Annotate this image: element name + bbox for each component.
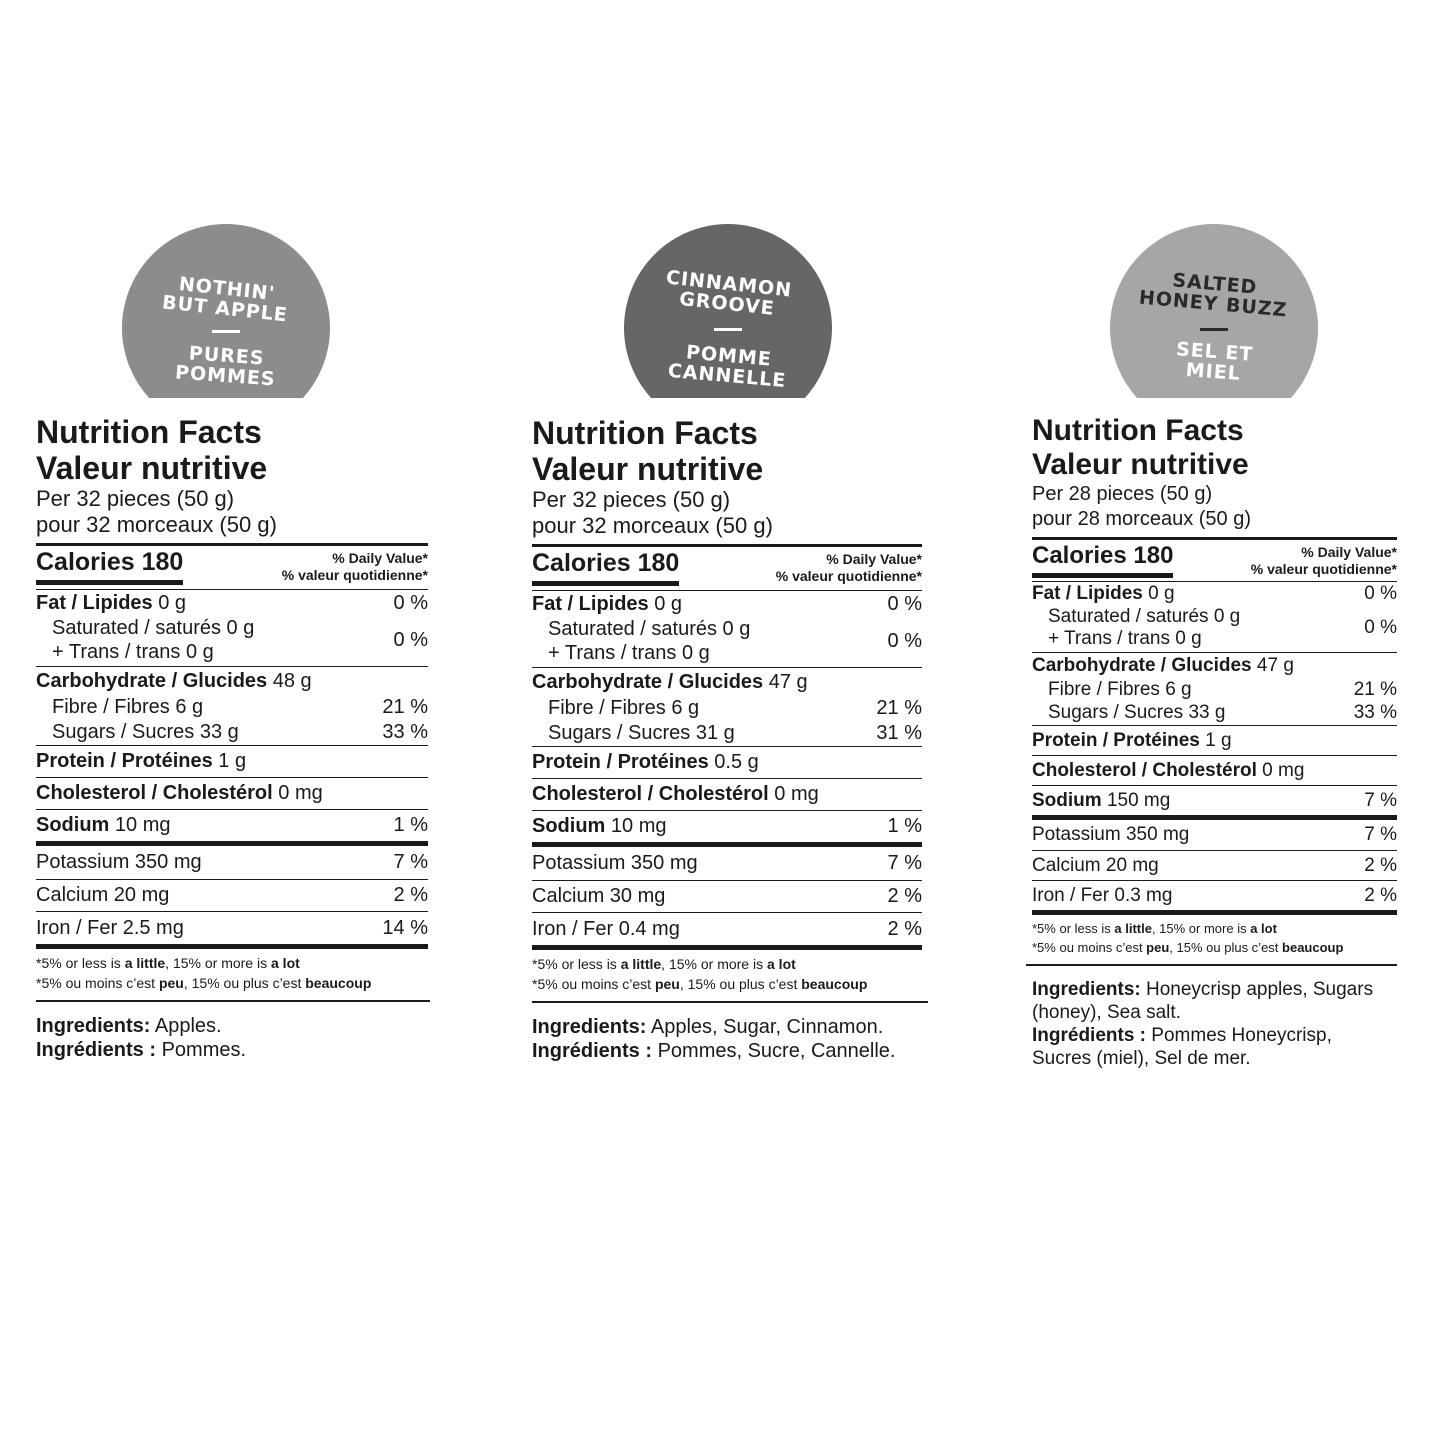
ingredients	[1032, 978, 1394, 1070]
title-fr: Valeur nutritive	[36, 450, 268, 486]
fibre-pct: 21 %	[1353, 679, 1397, 700]
calcium-row	[532, 881, 922, 913]
serving-fr: pour 32 morceaux (50 g)	[532, 513, 773, 538]
ingredients-fr: Ingrédients : Pommes Honeycrisp, Sucres (miel), Sel de mer.	[1032, 1025, 1332, 1069]
daily-value-header	[776, 549, 922, 585]
fibre-pct: 21 %	[876, 696, 922, 719]
potassium-row	[532, 847, 922, 881]
fibre-pct: 21 %	[382, 695, 428, 718]
saturated-label: Saturated / saturés 0 g	[52, 617, 255, 639]
fat-amount: 0 g	[654, 592, 683, 615]
protein-amount: 1 g	[1205, 729, 1232, 751]
protein-amount: 0.5 g	[714, 751, 759, 773]
protein-label: Protein / Protéines	[532, 751, 709, 773]
sodium-amount: 10 mg	[114, 814, 171, 836]
calories: Calories 180	[36, 548, 183, 585]
iron-label: Iron / Fer 0.4 mg	[532, 917, 680, 940]
badge-name-en: SALTED HONEY BUZZ	[1138, 269, 1289, 322]
sugars-label: Sugars / Sucres 33 g	[1048, 702, 1226, 723]
daily-value-header	[282, 548, 428, 584]
badge-cinnamon-groove	[624, 224, 832, 398]
fat-amount: 0 g	[1148, 583, 1175, 604]
footnote-en: *5% or less is a little, 15% or more is a lot	[532, 956, 796, 972]
serving-en: Per 32 pieces (50 g)	[532, 487, 731, 512]
cholesterol-amount: 0 mg	[1262, 759, 1305, 781]
iron-pct: 2 %	[1364, 884, 1397, 906]
calcium-pct: 2 %	[1364, 854, 1397, 876]
badge-divider	[714, 328, 742, 331]
footnote-fr: *5% ou moins c’est peu, 15% ou plus c’est beaucoup	[1032, 940, 1344, 955]
carb-row	[532, 668, 922, 696]
cholesterol-row	[532, 779, 922, 811]
dv-en: % Daily Value*	[332, 550, 428, 566]
badge-name-fr: SEL ET MIEL	[1175, 338, 1255, 385]
ingredients-fr: Ingrédients : Pommes, Sucre, Cannelle.	[532, 1040, 896, 1062]
cholesterol-label: Cholesterol / Cholestérol	[36, 782, 273, 804]
sugars-label: Sugars / Sucres 31 g	[548, 721, 735, 744]
badge-name-en: CINNAMON GROOVE	[664, 266, 794, 320]
sugars-pct: 33 %	[382, 720, 428, 743]
fat-label: Fat / Lipides	[1032, 583, 1143, 604]
potassium-row	[36, 846, 428, 880]
fibre-label: Fibre / Fibres 6 g	[548, 696, 700, 719]
ingredients-en: Ingredients: Honeycrisp apples, Sugars (honey), Sea salt.	[1032, 979, 1374, 1023]
ingredients-fr: Ingrédients : Pommes.	[36, 1039, 247, 1061]
title-fr: Valeur nutritive	[532, 451, 764, 487]
carb-amount: 47 g	[1256, 655, 1294, 676]
sugars-row	[36, 719, 428, 746]
badge-salted-honey-buzz	[1110, 224, 1318, 398]
trans-label: + Trans / trans 0 g	[548, 642, 710, 664]
ingredients-en: Ingredients: Apples, Sugar, Cinnamon.	[532, 1016, 884, 1038]
sugars-label: Sugars / Sucres 33 g	[52, 720, 239, 743]
badge-name-fr: POMME CANNELLE	[667, 341, 788, 393]
protein-amount: 1 g	[218, 750, 247, 772]
fat-amount: 0 g	[158, 591, 187, 614]
fat-pct: 0 %	[393, 591, 428, 614]
carb-amount: 48 g	[272, 669, 312, 692]
fibre-label: Fibre / Fibres 6 g	[1048, 679, 1192, 700]
fat-row	[532, 591, 922, 617]
sugars-pct: 33 %	[1353, 702, 1397, 723]
ingredients	[36, 1014, 428, 1062]
dv-en: % Daily Value*	[826, 551, 922, 567]
sat-trans-pct: 0 %	[393, 629, 428, 651]
calcium-label: Calcium 30 mg	[532, 885, 666, 907]
carb-label: Carbohydrate / Glucides	[1032, 655, 1252, 676]
sodium-amount: 150 mg	[1106, 789, 1171, 811]
iron-row	[1032, 881, 1397, 915]
footnote	[1026, 915, 1397, 966]
cholesterol-row	[36, 778, 428, 810]
sodium-row	[1032, 786, 1397, 820]
dv-fr: % valeur quotidienne*	[775, 568, 922, 584]
calcium-row	[36, 880, 428, 912]
potassium-label: Potassium 350 mg	[532, 852, 698, 874]
fat-row	[36, 590, 428, 616]
protein-row	[36, 746, 428, 778]
fat-pct: 0 %	[887, 592, 922, 615]
calcium-row	[1032, 851, 1397, 881]
fat-label: Fat / Lipides	[532, 592, 649, 615]
badge-divider	[1200, 328, 1228, 331]
potassium-pct: 7 %	[1364, 824, 1397, 845]
footnote	[532, 950, 928, 1003]
cholesterol-amount: 0 mg	[774, 783, 819, 805]
potassium-label: Potassium 350 mg	[1032, 824, 1190, 845]
iron-label: Iron / Fer 2.5 mg	[36, 916, 184, 939]
title-fr: Valeur nutritive	[1032, 448, 1249, 481]
serving-en: Per 28 pieces (50 g)	[1032, 483, 1213, 505]
carb-row	[1032, 653, 1397, 679]
sodium-pct: 7 %	[1364, 789, 1397, 811]
potassium-label: Potassium 350 mg	[36, 851, 202, 873]
sat-trans-group	[36, 616, 428, 667]
iron-pct: 2 %	[887, 917, 922, 940]
serving-en: Per 32 pieces (50 g)	[36, 486, 235, 511]
calcium-pct: 2 %	[393, 884, 428, 906]
iron-row	[36, 912, 428, 949]
daily-value-header	[1251, 542, 1397, 578]
protein-label: Protein / Protéines	[1032, 729, 1200, 751]
sat-trans-pct: 0 %	[1364, 617, 1397, 638]
sodium-row	[36, 810, 428, 846]
cholesterol-amount: 0 mg	[278, 782, 323, 804]
badge-name-en: NOTHIN' BUT APPLE	[161, 273, 289, 327]
sat-trans-group	[1032, 606, 1397, 653]
fibre-row	[1032, 679, 1397, 701]
protein-row	[1032, 726, 1397, 756]
sodium-pct: 1 %	[393, 814, 428, 836]
sugars-pct: 31 %	[876, 721, 922, 744]
footnote-fr: *5% ou moins c’est peu, 15% ou plus c’est beaucoup	[36, 975, 372, 991]
serving-fr: pour 28 morceaux (50 g)	[1032, 508, 1252, 530]
footnote-fr: *5% ou moins c’est peu, 15% ou plus c’est beaucoup	[532, 976, 868, 992]
calories: Calories 180	[1032, 542, 1173, 578]
carb-label: Carbohydrate / Glucides	[532, 670, 764, 693]
fibre-row	[36, 695, 428, 719]
sodium-amount: 10 mg	[610, 815, 667, 837]
saturated-label: Saturated / saturés 0 g	[1048, 606, 1241, 627]
nutrition-label-salted-honey-buzz	[1032, 414, 1397, 1070]
sugars-row	[532, 720, 922, 747]
ingredients	[532, 1015, 922, 1063]
iron-row	[532, 913, 922, 950]
nutrition-label-nothin-but-apple	[36, 414, 428, 1062]
protein-row	[532, 747, 922, 779]
carb-row	[36, 667, 428, 695]
sodium-row	[532, 811, 922, 847]
footnote-en: *5% or less is a little, 15% or more is a lot	[36, 955, 300, 971]
dv-fr: % valeur quotidienne*	[281, 567, 428, 583]
fibre-label: Fibre / Fibres 6 g	[52, 695, 204, 718]
carb-label: Carbohydrate / Glucides	[36, 669, 268, 692]
footnote	[36, 949, 430, 1002]
footnote-en: *5% or less is a little, 15% or more is a lot	[1032, 921, 1277, 936]
sodium-label: Sodium	[1032, 789, 1102, 811]
carb-amount: 47 g	[768, 670, 808, 693]
sodium-label: Sodium	[532, 815, 606, 837]
serving-fr: pour 32 morceaux (50 g)	[36, 512, 277, 537]
saturated-label: Saturated / saturés 0 g	[548, 618, 751, 640]
potassium-pct: 7 %	[393, 851, 428, 873]
potassium-pct: 7 %	[887, 852, 922, 874]
trans-label: + Trans / trans 0 g	[52, 641, 214, 663]
fat-row	[1032, 582, 1397, 606]
dv-en: % Daily Value*	[1301, 544, 1397, 560]
title-en: Nutrition Facts	[532, 415, 758, 451]
badge-name-fr: PURES POMMES	[174, 342, 277, 391]
ingredients-en: Ingredients: Apples.	[36, 1015, 222, 1037]
sodium-pct: 1 %	[887, 815, 922, 837]
fibre-row	[532, 696, 922, 720]
title-en: Nutrition Facts	[1032, 414, 1244, 447]
fat-label: Fat / Lipides	[36, 591, 153, 614]
title-en: Nutrition Facts	[36, 414, 262, 450]
potassium-row	[1032, 820, 1397, 851]
dv-fr: % valeur quotidienne*	[1250, 561, 1397, 577]
protein-label: Protein / Protéines	[36, 750, 213, 772]
calories-row	[532, 547, 922, 591]
iron-label: Iron / Fer 0.3 mg	[1032, 884, 1173, 906]
sodium-label: Sodium	[36, 814, 110, 836]
fat-pct: 0 %	[1364, 583, 1397, 604]
sat-trans-pct: 0 %	[887, 630, 922, 652]
calories-row	[1032, 540, 1397, 582]
iron-pct: 14 %	[382, 916, 428, 939]
nutrition-label-cinnamon-groove	[532, 415, 922, 1063]
calcium-label: Calcium 20 mg	[36, 884, 170, 906]
cholesterol-row	[1032, 756, 1397, 786]
badge-nothin-but-apple	[122, 224, 330, 398]
trans-label: + Trans / trans 0 g	[1048, 628, 1202, 649]
badge-divider	[212, 330, 240, 333]
calories-row	[36, 546, 428, 590]
calcium-pct: 2 %	[887, 885, 922, 907]
sat-trans-group	[532, 617, 922, 668]
cholesterol-label: Cholesterol / Cholestérol	[1032, 759, 1257, 781]
cholesterol-label: Cholesterol / Cholestérol	[532, 783, 769, 805]
calories: Calories 180	[532, 549, 679, 586]
sugars-row	[1032, 701, 1397, 726]
calcium-label: Calcium 20 mg	[1032, 854, 1159, 876]
